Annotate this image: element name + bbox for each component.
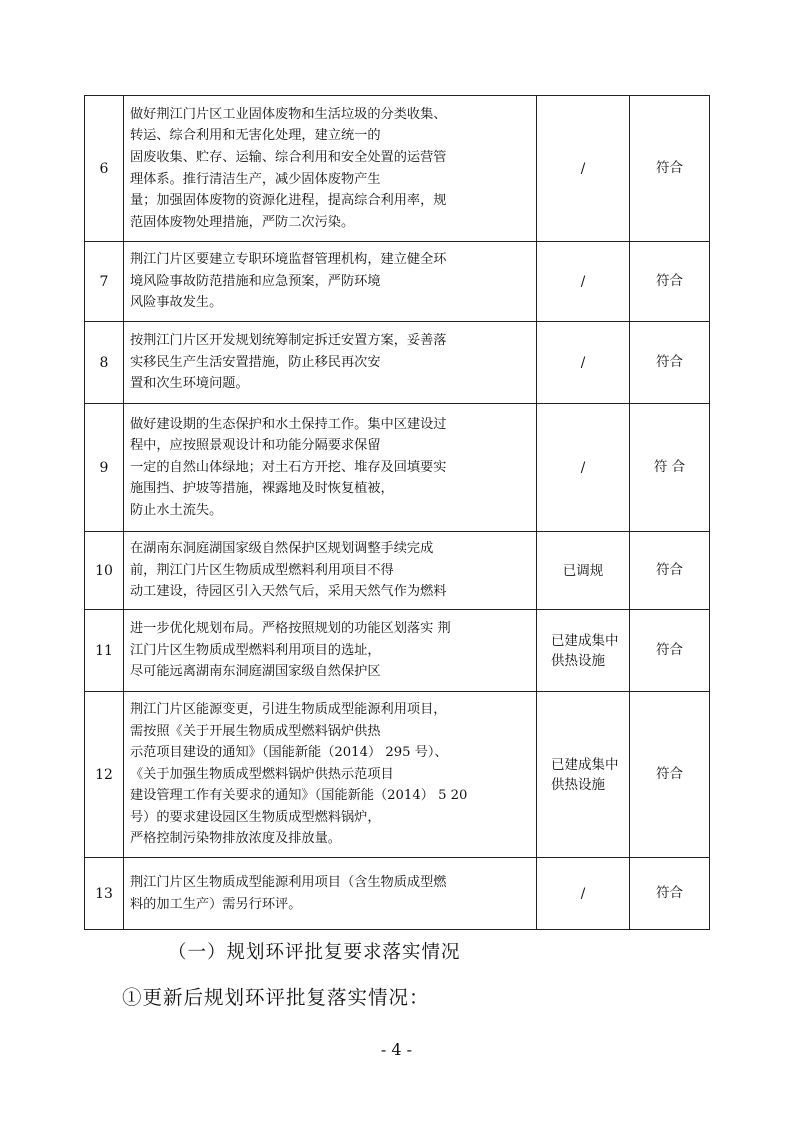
row-number: 10 (85, 532, 124, 610)
row-number: 12 (85, 692, 124, 858)
compliance-result: 符合 (630, 610, 710, 692)
compliance-result: 符 合 (630, 404, 710, 532)
compliance-result: 符合 (630, 96, 710, 242)
compliance-result: 符合 (630, 322, 710, 404)
requirement-text: 荆江门片区能源变更，引进生物质成型能源利用项目， 需按照《关于开展生物质成型燃料锅炉供热 示范项目建设的通知》（国能新能（2014） 295 号）、 《关于加强生物质成型燃料锅炉供热示范项目 建设管理工作有关要求的通知》（国能新能（2014） 5 20 号）的要求建设园区生物质成型燃料锅炉， 严格控制污染物排放浓度及排放量。 (124, 692, 537, 858)
implementation-status: / (537, 404, 630, 532)
row-number: 6 (85, 96, 124, 242)
table-row (85, 532, 710, 610)
table-row (85, 692, 710, 858)
table-row (85, 322, 710, 404)
implementation-status: / (537, 242, 630, 322)
requirement-text: 做好建设期的生态保护和水土保持工作。集中区建设过 程中，应按照景观设计和功能分隔要求保留 一定的自然山体绿地；对土石方开挖、堆存及回填要实 施围挡、护坡等措施，裸露地及时恢复植被， 防止水土流失。 (124, 404, 537, 532)
implementation-status: / (537, 322, 630, 404)
requirements-table (84, 95, 710, 930)
implementation-status: 已调规 (537, 532, 630, 610)
section-heading: （一）规划环评批复要求落实情况 (168, 942, 461, 963)
requirement-text: 做好荆江门片区工业固体废物和生活垃圾的分类收集、 转运、综合利用和无害化处理，建立统一的 固废收集、贮存、运输、综合利用和安全处置的运营管 理体系。推行清洁生产，减少固体废物产生 量；加强固体废物的资源化进程，提高综合利用率，规 范固体废物处理措施，严防二次污染。 (124, 96, 537, 242)
row-number: 9 (85, 404, 124, 532)
compliance-result: 符合 (630, 692, 710, 858)
implementation-status: / (537, 858, 630, 930)
compliance-result: 符合 (630, 242, 710, 322)
compliance-result: 符合 (630, 858, 710, 930)
table-row (85, 610, 710, 692)
compliance-result: 符合 (630, 532, 710, 610)
subsection-heading: ①更新后规划环评批复落实情况： (122, 986, 430, 1009)
row-number: 7 (85, 242, 124, 322)
requirement-text: 荆江门片区生物质成型能源利用项目（含生物质成型燃 料的加工生产）需另行环评。 (124, 858, 537, 930)
table-row (85, 404, 710, 532)
implementation-status: 已建成集中 供热设施 (537, 692, 630, 858)
row-number: 8 (85, 322, 124, 404)
row-number: 13 (85, 858, 124, 930)
page-number: - 4 - (380, 1040, 413, 1059)
requirement-text: 进一步优化规划布局。严格按照规划的功能区划落实 荆 江门片区生物质成型燃料利用项目的选址， 尽可能远离湖南东洞庭湖国家级自然保护区 (124, 610, 537, 692)
table-row (85, 96, 710, 242)
requirement-text: 在湖南东洞庭湖国家级自然保护区规划调整手续完成 前，荆江门片区生物质成型燃料利用项目不得 动工建设，待园区引入天然气后，采用天然气作为燃料 (124, 532, 537, 610)
implementation-status: / (537, 96, 630, 242)
implementation-status: 已建成集中 供热设施 (537, 610, 630, 692)
table-row (85, 858, 710, 930)
table-row (85, 242, 710, 322)
requirement-text: 荆江门片区要建立专职环境监督管理机构，建立健全环 境风险事故防范措施和应急预案，严防环境 风险事故发生。 (124, 242, 537, 322)
requirement-text: 按荆江门片区开发规划统筹制定拆迁安置方案，妥善落 实移民生产生活安置措施，防止移民再次安 置和次生环境问题。 (124, 322, 537, 404)
row-number: 11 (85, 610, 124, 692)
